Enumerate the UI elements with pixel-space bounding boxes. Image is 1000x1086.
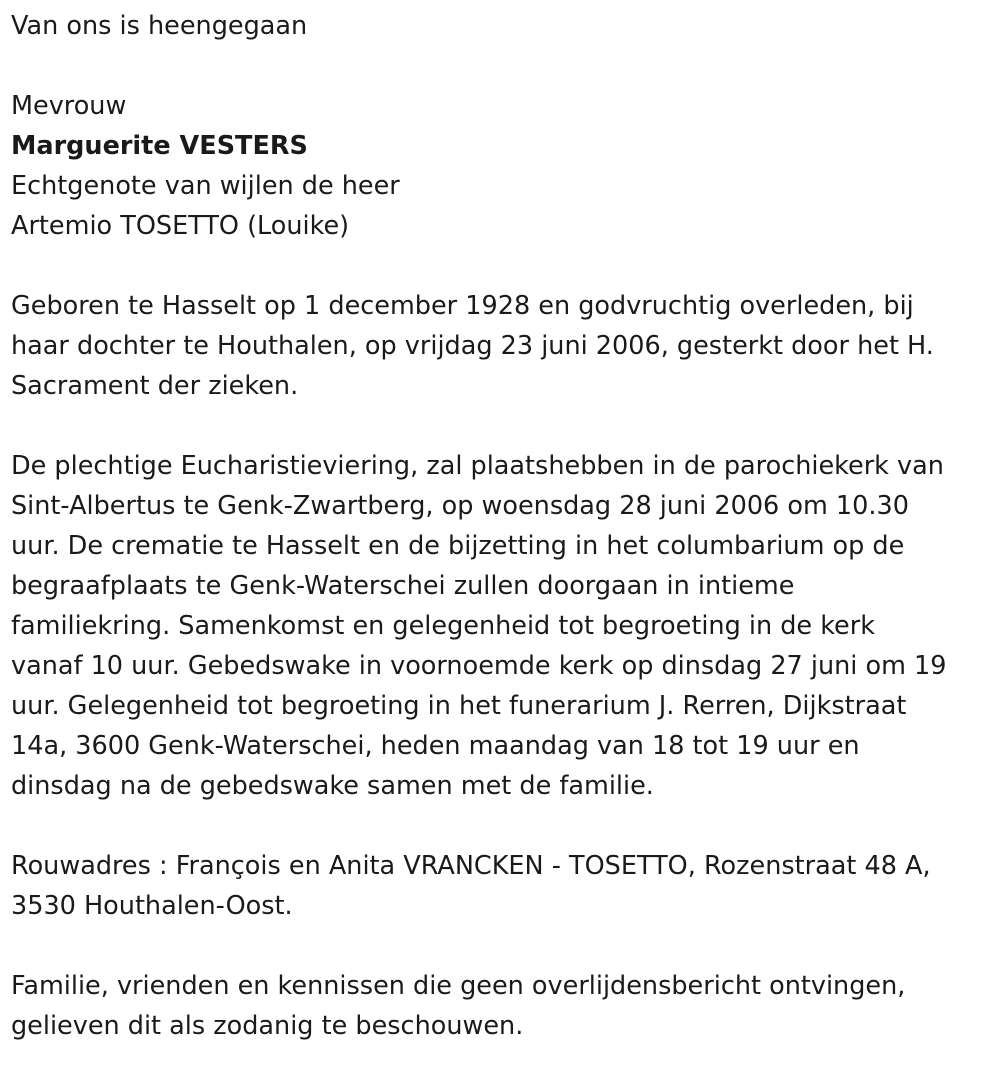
spacer <box>11 46 986 86</box>
paragraph-line: Sacrament der zieken. <box>11 371 299 401</box>
paragraph-line: Familie, vrienden en kennissen die geen overlijdensbericht ontvingen, <box>11 971 906 1001</box>
deceased-name: Marguerite VESTERS <box>11 131 308 161</box>
paragraph-line: Rouwadres : François en Anita VRANCKEN - TOSETTO, Rozenstraat 48 A, <box>11 851 931 881</box>
paragraph-line: De plechtige Eucharistieviering, zal plaatshebben in de parochiekerk van <box>11 451 944 481</box>
obituary-notice <box>11 6 986 1046</box>
spacer <box>11 246 986 286</box>
honorific: Mevrouw <box>11 91 127 121</box>
paragraph-line: dinsdag na de gebedswake samen met de familie. <box>11 771 654 801</box>
paragraph-line: begraafplaats te Genk-Waterschei zullen doorgaan in intieme <box>11 571 795 601</box>
ceremony-paragraph <box>11 446 986 806</box>
paragraph-line: haar dochter te Houthalen, op vrijdag 23 juni 2006, gesterkt door het H. <box>11 331 934 361</box>
spacer <box>11 406 986 446</box>
spacer <box>11 926 986 966</box>
intro-text: Van ons is heengegaan <box>11 11 308 41</box>
address-paragraph <box>11 846 986 926</box>
spouse-line: Echtgenote van wijlen de heer <box>11 171 400 201</box>
spacer <box>11 806 986 846</box>
paragraph-line: familiekring. Samenkomst en gelegenheid tot begroeting in de kerk <box>11 611 875 641</box>
paragraph-line: 14a, 3600 Genk-Waterschei, heden maandag van 18 tot 19 uur en <box>11 731 860 761</box>
paragraph-line: uur. De crematie te Hasselt en de bijzetting in het columbarium op de <box>11 531 905 561</box>
paragraph-line: gelieven dit als zodanig te beschouwen. <box>11 1011 524 1041</box>
paragraph-line: Sint-Albertus te Genk-Zwartberg, op woensdag 28 juni 2006 om 10.30 <box>11 491 909 521</box>
paragraph-line: vanaf 10 uur. Gebedswake in voornoemde kerk op dinsdag 27 juni om 19 <box>11 651 947 681</box>
paragraph-line: Geboren te Hasselt op 1 december 1928 en godvruchtig overleden, bij <box>11 291 914 321</box>
spouse-name: Artemio TOSETTO (Louike) <box>11 211 350 241</box>
birth-death-paragraph <box>11 286 986 406</box>
paragraph-line: 3530 Houthalen-Oost. <box>11 891 293 921</box>
closing-paragraph <box>11 966 986 1046</box>
paragraph-line: uur. Gelegenheid tot begroeting in het funerarium J. Rerren, Dijkstraat <box>11 691 907 721</box>
